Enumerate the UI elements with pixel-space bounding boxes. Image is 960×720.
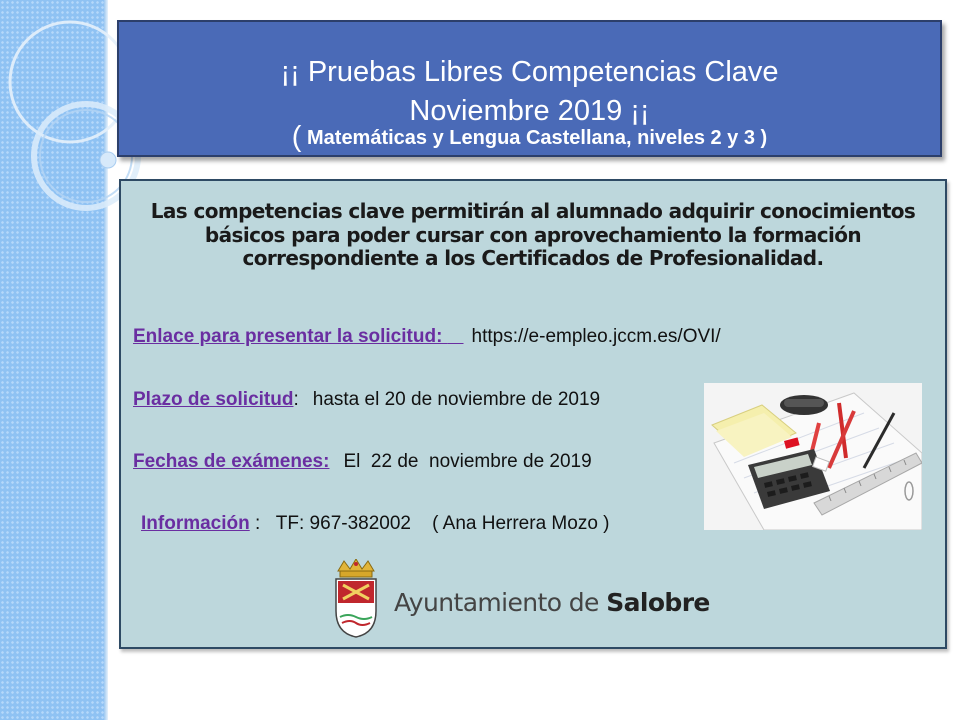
informacion-value: : TF: 967-382002 ( Ana Herrera Mozo )	[249, 513, 610, 534]
fechas-value: El 22 de noviembre de 2019	[343, 451, 592, 472]
fechas-label: Fechas de exámenes:	[133, 451, 330, 472]
subtitle-text: Matemáticas y Lengua Castellana, niveles 2 y 3	[301, 127, 761, 149]
intro-line-1: Las competencias clave permitirán al alumnado adquirir conocimientos	[150, 199, 916, 223]
intro-paragraph	[121, 200, 945, 271]
plazo-value: hasta el 20 de noviembre de 2019	[312, 389, 601, 410]
solicitud-link[interactable]: https://e-empleo.jccm.es/OVI/	[471, 326, 721, 347]
plazo-row	[133, 389, 600, 411]
logo-text-bold: Salobre	[606, 588, 710, 617]
fechas-row	[133, 451, 592, 473]
enlace-label: Enlace para presentar la solicitud:	[133, 326, 448, 347]
enlace-row	[133, 326, 721, 348]
title-line-1: ¡¡ Pruebas Libres Competencias Clave	[280, 56, 779, 88]
informacion-row	[141, 513, 610, 535]
office-supplies-photo	[704, 383, 922, 530]
plazo-separator: :	[293, 389, 299, 410]
plazo-label: Plazo de solicitud	[133, 389, 294, 410]
subtitle-close-paren: )	[760, 127, 768, 149]
ayuntamiento-logo-text	[394, 588, 710, 617]
informacion-label: Información	[141, 513, 250, 534]
coat-of-arms-logo	[330, 559, 382, 644]
title-line-2: Noviembre 2019 ¡¡	[409, 95, 650, 127]
subtitle-open-paren: (	[291, 121, 302, 153]
intro-line-3: correspondiente a los Certificados de Profesionalidad.	[242, 246, 824, 270]
intro-line-2: básicos para poder cursar con aprovechamiento la formación	[204, 222, 862, 247]
title-banner	[117, 20, 942, 157]
logo-text-prefix: Ayuntamiento de	[394, 588, 607, 617]
title-subtitle	[119, 122, 940, 153]
